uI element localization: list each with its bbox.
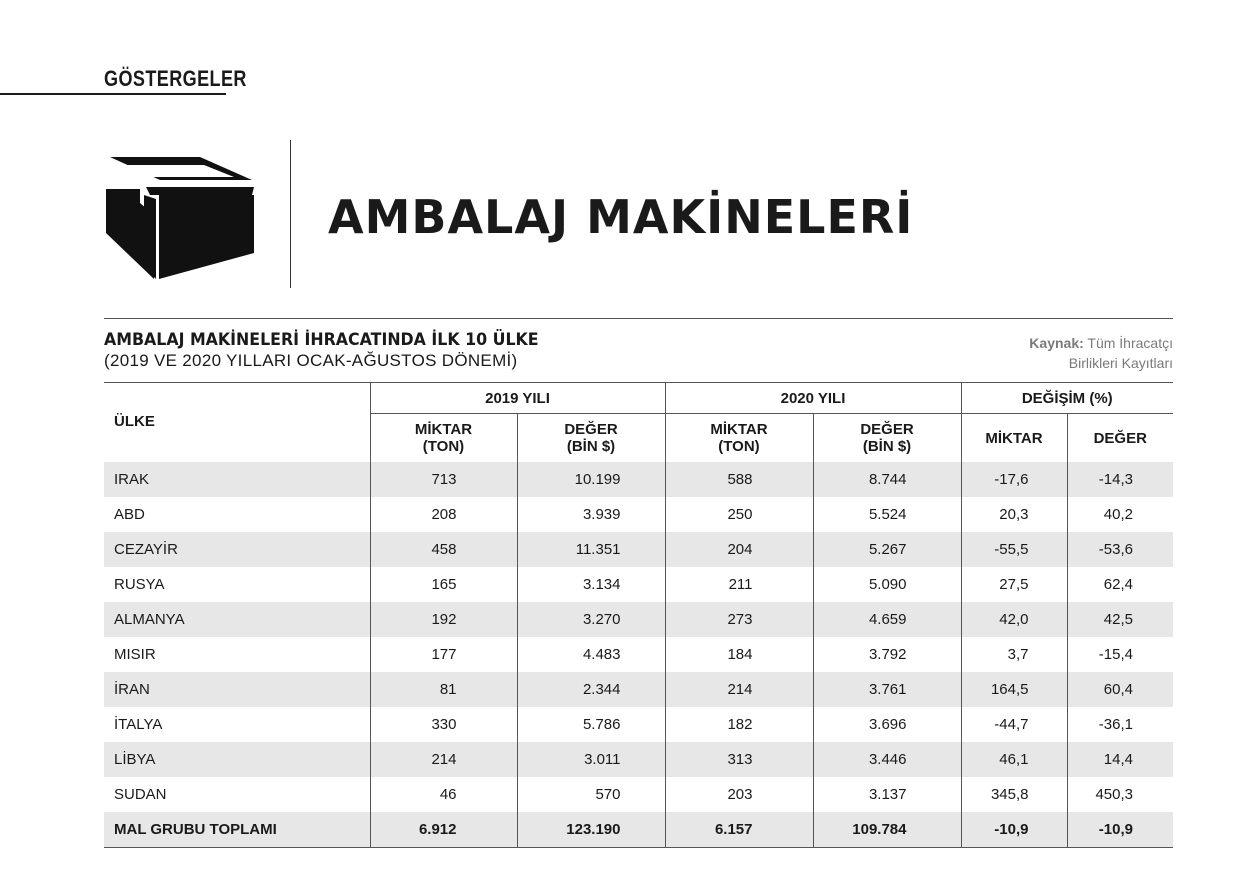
cell-deger-2020: 3.761: [813, 672, 961, 707]
section-label: GÖSTERGELER: [104, 66, 247, 91]
source-note: [1029, 333, 1173, 373]
cell-deger-2019: 123.190: [517, 812, 665, 848]
cell-change-miktar: -17,6: [961, 462, 1067, 497]
cell-miktar-2019: 208: [370, 497, 517, 532]
cell-change-miktar: 27,5: [961, 567, 1067, 602]
cell-miktar-2019: 330: [370, 707, 517, 742]
cell-change-deger: -10,9: [1067, 812, 1173, 848]
table-row: [104, 742, 1173, 777]
cell-miktar-2020: 214: [665, 672, 813, 707]
cell-miktar-2019: 165: [370, 567, 517, 602]
cell-change-miktar: 42,0: [961, 602, 1067, 637]
cell-deger-2019: 5.786: [517, 707, 665, 742]
cell-miktar-2019: 458: [370, 532, 517, 567]
header-miktar-2020-l2: (TON): [718, 438, 760, 455]
total-row: [104, 812, 1173, 848]
header-deger-2020: [813, 414, 961, 463]
header-change-deger: DEĞER: [1067, 414, 1173, 463]
header-deger-2020-l2: (BİN $): [862, 438, 912, 455]
table-top-rule: [104, 318, 1173, 319]
table-row: [104, 707, 1173, 742]
section-underline: [0, 93, 226, 95]
cell-miktar-2020: 204: [665, 532, 813, 567]
cell-change-miktar: -10,9: [961, 812, 1067, 848]
cell-change-deger: 62,4: [1067, 567, 1173, 602]
cell-deger-2019: 11.351: [517, 532, 665, 567]
table-row: [104, 462, 1173, 497]
cell-deger-2019: 3.939: [517, 497, 665, 532]
cell-change-miktar: 164,5: [961, 672, 1067, 707]
cell-miktar-2020: 273: [665, 602, 813, 637]
table-row: [104, 532, 1173, 567]
header-2020: 2020 YILI: [665, 383, 961, 414]
cell-deger-2019: 4.483: [517, 637, 665, 672]
table-row: [104, 672, 1173, 707]
cell-miktar-2019: 177: [370, 637, 517, 672]
cell-miktar-2019: 81: [370, 672, 517, 707]
cell-change-miktar: 345,8: [961, 777, 1067, 812]
cell-country: SUDAN: [114, 786, 167, 803]
table-title: AMBALAJ MAKİNELERİ İHRACATINDA İLK 10 ÜLKE: [104, 330, 539, 350]
cell-miktar-2020: 6.157: [665, 812, 813, 848]
cell-deger-2020: 4.659: [813, 602, 961, 637]
table-row: [104, 777, 1173, 812]
cell-miktar-2020: 250: [665, 497, 813, 532]
cell-deger-2020: 5.090: [813, 567, 961, 602]
cell-deger-2019: 3.270: [517, 602, 665, 637]
cell-country: ABD: [114, 506, 145, 523]
cell-miktar-2020: 184: [665, 637, 813, 672]
header-2019: 2019 YILI: [370, 383, 665, 414]
cell-deger-2019: 2.344: [517, 672, 665, 707]
cell-change-miktar: -55,5: [961, 532, 1067, 567]
cell-deger-2020: 3.792: [813, 637, 961, 672]
cell-deger-2019: 3.134: [517, 567, 665, 602]
cell-country: CEZAYİR: [104, 532, 370, 567]
table-row: [104, 602, 1173, 637]
cell-deger-2019: 3.011: [517, 742, 665, 777]
header-deger-2019: [517, 414, 665, 463]
header-miktar-2020-l1: MİKTAR: [710, 421, 768, 438]
cell-country: MAL GRUBU TOPLAMI: [104, 812, 370, 848]
cell-deger-2020: 8.744: [813, 462, 961, 497]
cell-change-miktar: 46,1: [961, 742, 1067, 777]
cell-country: IRAK: [104, 462, 370, 497]
cell-change-deger: 14,4: [1067, 742, 1173, 777]
table-row: [104, 567, 1173, 602]
cell-deger-2020: 3.137: [813, 777, 961, 812]
table-row: [104, 637, 1173, 672]
header-deger-2020-l1: DEĞER: [860, 421, 914, 438]
table-body: [104, 462, 1173, 848]
cell-country: İTALYA: [114, 716, 163, 733]
header-miktar-2020: [665, 414, 813, 463]
cell-change-deger: -53,6: [1067, 532, 1173, 567]
cell-miktar-2020: 313: [665, 742, 813, 777]
cell-deger-2020: 3.446: [813, 742, 961, 777]
cell-country: LİBYA: [104, 742, 370, 777]
cell-miktar-2020: 203: [665, 777, 813, 812]
cell-country: RUSYA: [114, 576, 165, 593]
header-miktar-2019: [370, 414, 517, 463]
cell-deger-2020: 3.696: [813, 707, 961, 742]
table-row: [104, 497, 1173, 532]
header-change-miktar: MİKTAR: [961, 414, 1067, 463]
cell-miktar-2019: 6.912: [370, 812, 517, 848]
cell-miktar-2020: 182: [665, 707, 813, 742]
cell-change-miktar: 20,3: [961, 497, 1067, 532]
header-miktar-2019-l1: MİKTAR: [414, 421, 473, 438]
page-title: AMBALAJ MAKİNELERİ: [328, 190, 914, 244]
cell-change-miktar: -44,7: [961, 707, 1067, 742]
cell-deger-2019: 10.199: [517, 462, 665, 497]
cell-country: ALMANYA: [104, 602, 370, 637]
cell-country: İRAN: [104, 672, 370, 707]
cell-deger-2020: 5.267: [813, 532, 961, 567]
source-line2: Birlikleri Kayıtları: [1068, 355, 1173, 371]
table-subtitle: (2019 VE 2020 YILLARI OCAK-AĞUSTOS DÖNEMİ): [104, 351, 518, 370]
box-icon: [104, 155, 256, 281]
source-line1: Tüm İhracatçı: [1087, 335, 1173, 351]
title-divider: [290, 140, 291, 288]
cell-change-miktar: 3,7: [961, 637, 1067, 672]
exports-table: [104, 382, 1173, 848]
cell-change-deger: -15,4: [1067, 637, 1173, 672]
cell-change-deger: 450,3: [1067, 777, 1173, 812]
cell-deger-2020: 109.784: [813, 812, 961, 848]
header-change: DEĞİŞİM (%): [961, 383, 1173, 414]
header-deger-2019-l1: DEĞER: [564, 421, 618, 438]
header-country: ÜLKE: [114, 413, 155, 430]
cell-miktar-2019: 46: [370, 777, 517, 812]
cell-deger-2020: 5.524: [813, 497, 961, 532]
cell-country: MISIR: [114, 646, 156, 663]
cell-miktar-2020: 588: [665, 462, 813, 497]
cell-change-deger: -14,3: [1067, 462, 1173, 497]
cell-miktar-2020: 211: [665, 567, 813, 602]
cell-miktar-2019: 214: [370, 742, 517, 777]
cell-change-deger: 42,5: [1067, 602, 1173, 637]
cell-deger-2019: 570: [517, 777, 665, 812]
cell-miktar-2019: 713: [370, 462, 517, 497]
header-miktar-2019-l2: (TON): [422, 438, 465, 455]
cell-miktar-2019: 192: [370, 602, 517, 637]
header-deger-2019-l2: (BİN $): [566, 438, 616, 455]
cell-change-deger: 40,2: [1067, 497, 1173, 532]
cell-change-deger: 60,4: [1067, 672, 1173, 707]
cell-change-deger: -36,1: [1067, 707, 1173, 742]
source-label: Kaynak:: [1029, 335, 1084, 351]
